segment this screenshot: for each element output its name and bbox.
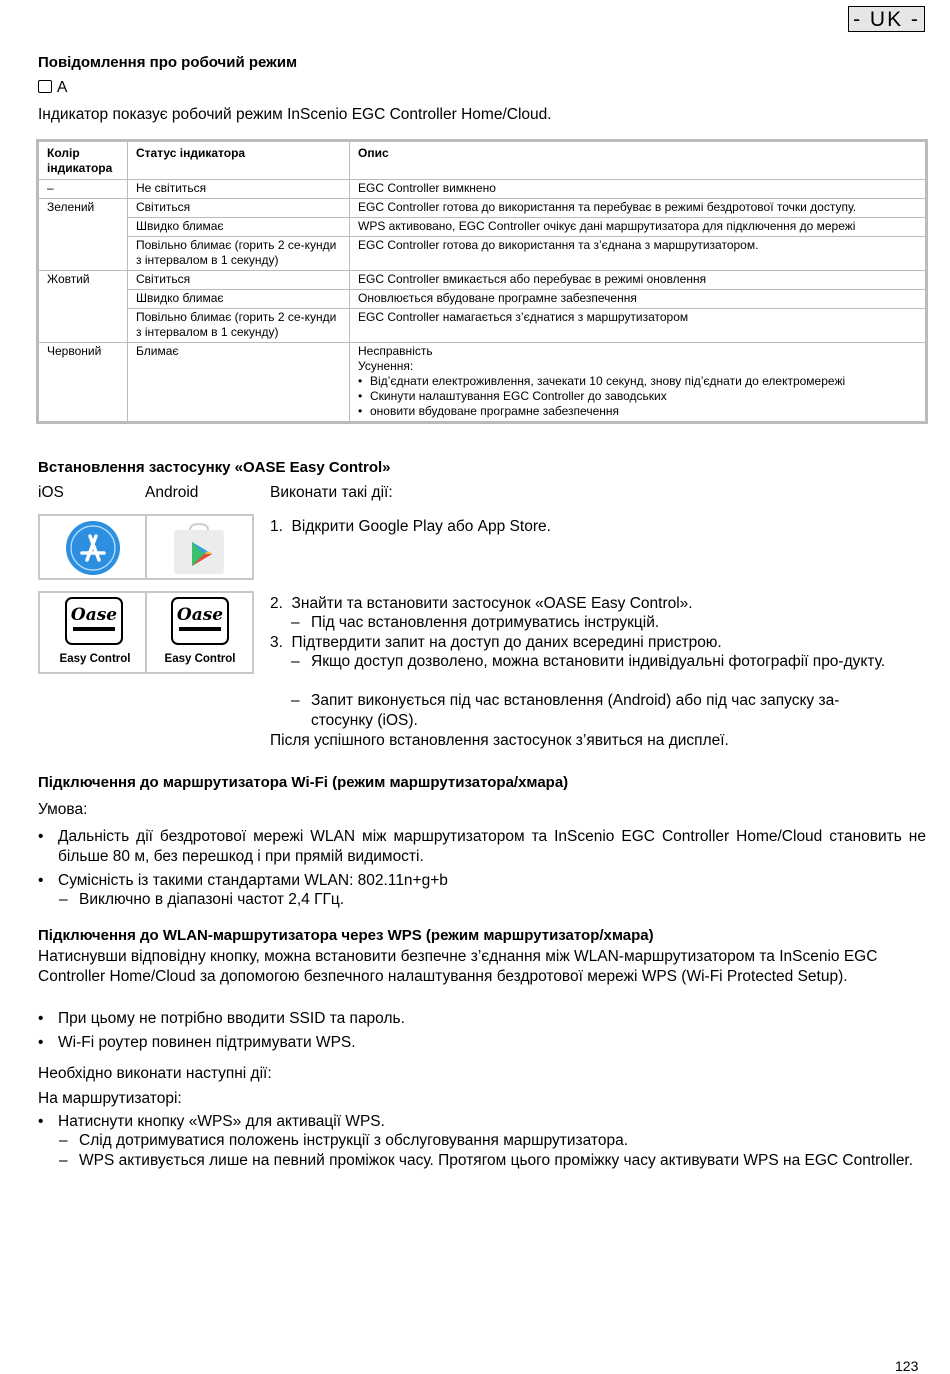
- table-row: [39, 309, 926, 343]
- table-row: [39, 290, 926, 309]
- list-item: • Скинути налаштування EGC Controller до заводських: [358, 389, 917, 404]
- table-header-desc: Опис: [350, 142, 926, 180]
- oase-logo-text: Oase: [70, 605, 118, 625]
- table-header-color: Колір індикатора: [39, 142, 128, 180]
- app-store-icon: [65, 520, 121, 576]
- table-cell-desc: [350, 343, 926, 422]
- table-cell-desc: EGC Controller вимкнено: [350, 180, 926, 199]
- app-label-2: Easy Control: [164, 653, 236, 665]
- column-label-steps: Виконати такі дії:: [270, 484, 393, 501]
- table-cell-status: Повільно блимає (горить 2 се-кунди з інтервалом в 1 секунду): [128, 237, 350, 271]
- figure-box-icon: [38, 80, 52, 93]
- remedy-list: [358, 374, 917, 419]
- step-2-sub: – Під час встановлення дотримуватись інструкцій.: [311, 613, 911, 633]
- table-cell-desc: EGC Controller намагається з’єднатися з маршрутизатором: [350, 309, 926, 343]
- figure-ref-label: A: [57, 79, 68, 96]
- steps-needed: Необхідно виконати наступні дії:: [38, 1065, 272, 1082]
- list-sub-item: – Слід дотримуватися положень інструкції з обслуговування маршрутизатора.: [79, 1131, 926, 1151]
- table-cell-desc: EGC Controller вмикається або перебуває в режимі оновлення: [350, 271, 926, 290]
- list-item: • Натиснути кнопку «WPS» для активації WPS.: [58, 1112, 385, 1132]
- table-row: [39, 343, 926, 422]
- page-number: 123: [895, 1358, 919, 1374]
- table-cell-status: Світиться: [128, 199, 350, 218]
- table-header-status: Статус індикатора: [128, 142, 350, 180]
- table-row: [39, 199, 926, 218]
- step-3-sub-2: – Запит виконується під час встановлення (Android) або під час запуску за-стосунку (iOS).: [311, 691, 901, 730]
- logo-bar: [179, 627, 221, 631]
- section-title-wifi: Підключення до маршрутизатора Wi-Fi (режим маршрутизатора/хмара): [38, 774, 569, 791]
- figure-reference: [38, 78, 67, 98]
- section-title-wps: Підключення до WLAN-маршрутизатора через WPS (режим маршрутизатор/хмара): [38, 927, 654, 944]
- table-row: [39, 180, 926, 199]
- step-3-text: Підтвердити запит на доступ до даних всередині пристрою.: [291, 634, 722, 651]
- table-cell-color: –: [39, 180, 128, 199]
- table-row: [39, 218, 926, 237]
- table-cell-status: Повільно блимає (горить 2 се-кунди з інтервалом в 1 секунду): [128, 309, 350, 343]
- list-item: • Від’єднати електроживлення, зачекати 10 секунд, знову під’єднати до електромережі: [358, 374, 917, 389]
- section-title-operating-mode: Повідомлення про робочий режим: [38, 54, 298, 71]
- step-1-text: Відкрити Google Play або App Store.: [291, 518, 551, 535]
- step-2: 2. Знайти та встановити застосунок «OASE Easy Control».: [270, 595, 693, 612]
- step-3-sub-1: – Якщо доступ дозволено, можна встановити індивідуальні фотографії про-дукту.: [311, 652, 901, 672]
- language-badge: - UK -: [848, 6, 925, 32]
- oase-logo-icon: [171, 597, 229, 645]
- table-cell-status: Швидко блимає: [128, 290, 350, 309]
- logo-bar: [73, 627, 115, 631]
- list-sub-item: – Виключно в діапазоні частот 2,4 ГГц.: [79, 890, 344, 910]
- step-1: 1. Відкрити Google Play або App Store.: [270, 518, 551, 535]
- table-cell-status: Не світиться: [128, 180, 350, 199]
- condition-label: Умова:: [38, 801, 88, 818]
- table-cell-desc: WPS активовано, EGC Controller очікує дані маршрутизатора для підключення до мережі: [350, 218, 926, 237]
- table-cell-desc: EGC Controller готова до використання та з’єднана з маршрутизатором.: [350, 237, 926, 271]
- table-cell-color: Жовтий: [39, 271, 128, 343]
- table-row: [39, 271, 926, 290]
- remedy-title: Усунення:: [358, 359, 414, 373]
- table-cell-desc: EGC Controller готова до використання та перебуває в режимі бездротової точки доступу.: [350, 199, 926, 218]
- list-sub-item: – WPS активується лише на певний проміжок часу. Протягом цього проміжку часу активувати WPS на EGC Controller.: [79, 1151, 926, 1171]
- table-header-row: [39, 142, 926, 180]
- store-icons-box: [38, 514, 254, 580]
- table-cell-desc: Оновлюється вбудоване програмне забезпечення: [350, 290, 926, 309]
- google-play-icon: [170, 522, 228, 576]
- oase-app-icons-box: [38, 591, 254, 674]
- table-cell-color: Зелений: [39, 199, 128, 271]
- column-label-ios: iOS: [38, 484, 64, 501]
- table-cell-status: Блимає: [128, 343, 350, 422]
- list-item: • оновити вбудоване програмне забезпечення: [358, 404, 917, 419]
- list-item: • Wi-Fi роутер повинен підтримувати WPS.: [58, 1033, 356, 1053]
- after-install-text: Після успішного встановлення застосунок з’явиться на дисплеї.: [270, 732, 729, 749]
- oase-logo-icon: [65, 597, 123, 645]
- on-router-label: На маршрутизаторі:: [38, 1090, 182, 1107]
- oase-logo-text: Oase: [176, 605, 224, 625]
- step-3: 3. Підтвердити запит на доступ до даних всередині пристрою.: [270, 634, 722, 651]
- step-2-text: Знайти та встановити застосунок «OASE Easy Control».: [291, 595, 693, 612]
- table-cell-color: Червоний: [39, 343, 128, 422]
- app-label-1: Easy Control: [59, 653, 131, 665]
- indicator-table: [38, 141, 926, 422]
- list-item: • Дальність дії бездротової мережі WLAN між маршрутизатором та InScenio EGC Controller Home/Cloud становить не більше 80 м, без перешкод і при прямій видимості.: [58, 827, 926, 866]
- fault-label: Несправність: [358, 344, 433, 358]
- list-item: • При цьому не потрібно вводити SSID та пароль.: [58, 1009, 405, 1029]
- wps-intro: Натиснувши відповідну кнопку, можна встановити безпечне з’єднання між WLAN-маршрутизатором та InScenio EGC Controller Home/Cloud за допомогою безпечного налаштування бездротової мережі WPS (Wi-Fi Protected Setup).: [38, 948, 878, 985]
- section-intro: Індикатор показує робочий режим InScenio EGC Controller Home/Cloud.: [38, 106, 552, 123]
- cell-divider: [145, 516, 147, 578]
- cell-divider: [145, 593, 147, 672]
- section-title-app-install: Встановлення застосунку «OASE Easy Control»: [38, 459, 391, 476]
- table-cell-status: Швидко блимає: [128, 218, 350, 237]
- table-cell-status: Світиться: [128, 271, 350, 290]
- column-label-android: Android: [145, 484, 199, 501]
- list-item: • Сумісність із такими стандартами WLAN: 802.11n+g+b: [58, 871, 448, 891]
- table-row: [39, 237, 926, 271]
